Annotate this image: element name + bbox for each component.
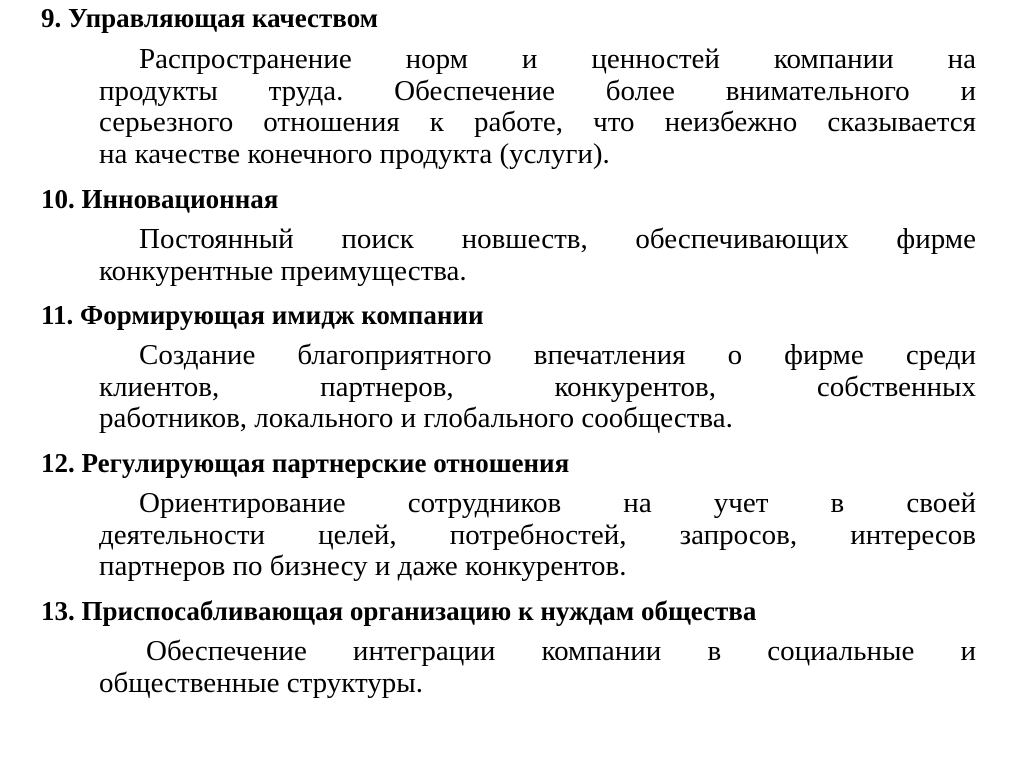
section-9-line-2: продукты труда. Обеспечение более внимательного и xyxy=(99,74,976,107)
section-11-title: Формирующая имидж компании xyxy=(80,300,484,330)
section-13-title: Приспосабливающая организацию к нуждам общества xyxy=(81,596,757,626)
section-13-line-1: Обеспечение интеграции компании в социальные и xyxy=(146,635,976,667)
section-13-line-2: общественные структуры. xyxy=(99,666,424,699)
section-10-body xyxy=(99,224,976,287)
section-12-line-3: партнеров по бизнесу и даже конкурентов. xyxy=(99,550,627,582)
section-9-body xyxy=(99,44,976,170)
section-11-line-3: работников, локального и глобального сообщества. xyxy=(99,402,733,434)
section-9-number: 9. xyxy=(41,3,62,33)
section-10-line-1: Постоянный поиск новшеств, обеспечивающих фирме xyxy=(139,223,976,255)
section-10-heading xyxy=(41,183,278,215)
section-12-heading xyxy=(41,447,569,479)
section-13-number: 13. xyxy=(41,596,75,626)
section-9-line-1: Распространение норм и ценностей компании на xyxy=(139,43,976,75)
section-13-heading xyxy=(41,595,756,627)
section-12-title: Регулирующая партнерские отношения xyxy=(81,448,570,478)
section-11-line-2: клиентов, партнеров, конкурентов, собственных xyxy=(99,370,976,403)
section-12-line-1: Ориентирование сотрудников на учет в своей xyxy=(139,487,976,519)
section-10-line-2: конкурентные преимущества. xyxy=(99,254,467,287)
section-9-line-4: на качестве конечного продукта (услуги). xyxy=(99,137,610,170)
section-11-heading xyxy=(41,299,484,331)
section-10-number: 10. xyxy=(41,184,75,214)
section-9-title: Управляющая качеством xyxy=(68,3,379,33)
section-11-body xyxy=(99,340,976,435)
section-12-body xyxy=(99,488,976,583)
section-12-number: 12. xyxy=(41,448,75,478)
section-11-line-1: Создание благоприятного впечатления о фирме среди xyxy=(139,339,976,371)
section-10-title: Инновационная xyxy=(81,184,279,214)
section-13-body xyxy=(99,636,976,699)
section-9-heading xyxy=(41,2,378,34)
section-12-line-2: деятельности целей, потребностей, запросов, интересов xyxy=(99,518,976,551)
section-11-number: 11. xyxy=(41,300,74,330)
section-9-line-3: серьезного отношения к работе, что неизбежно сказывается xyxy=(99,106,976,138)
